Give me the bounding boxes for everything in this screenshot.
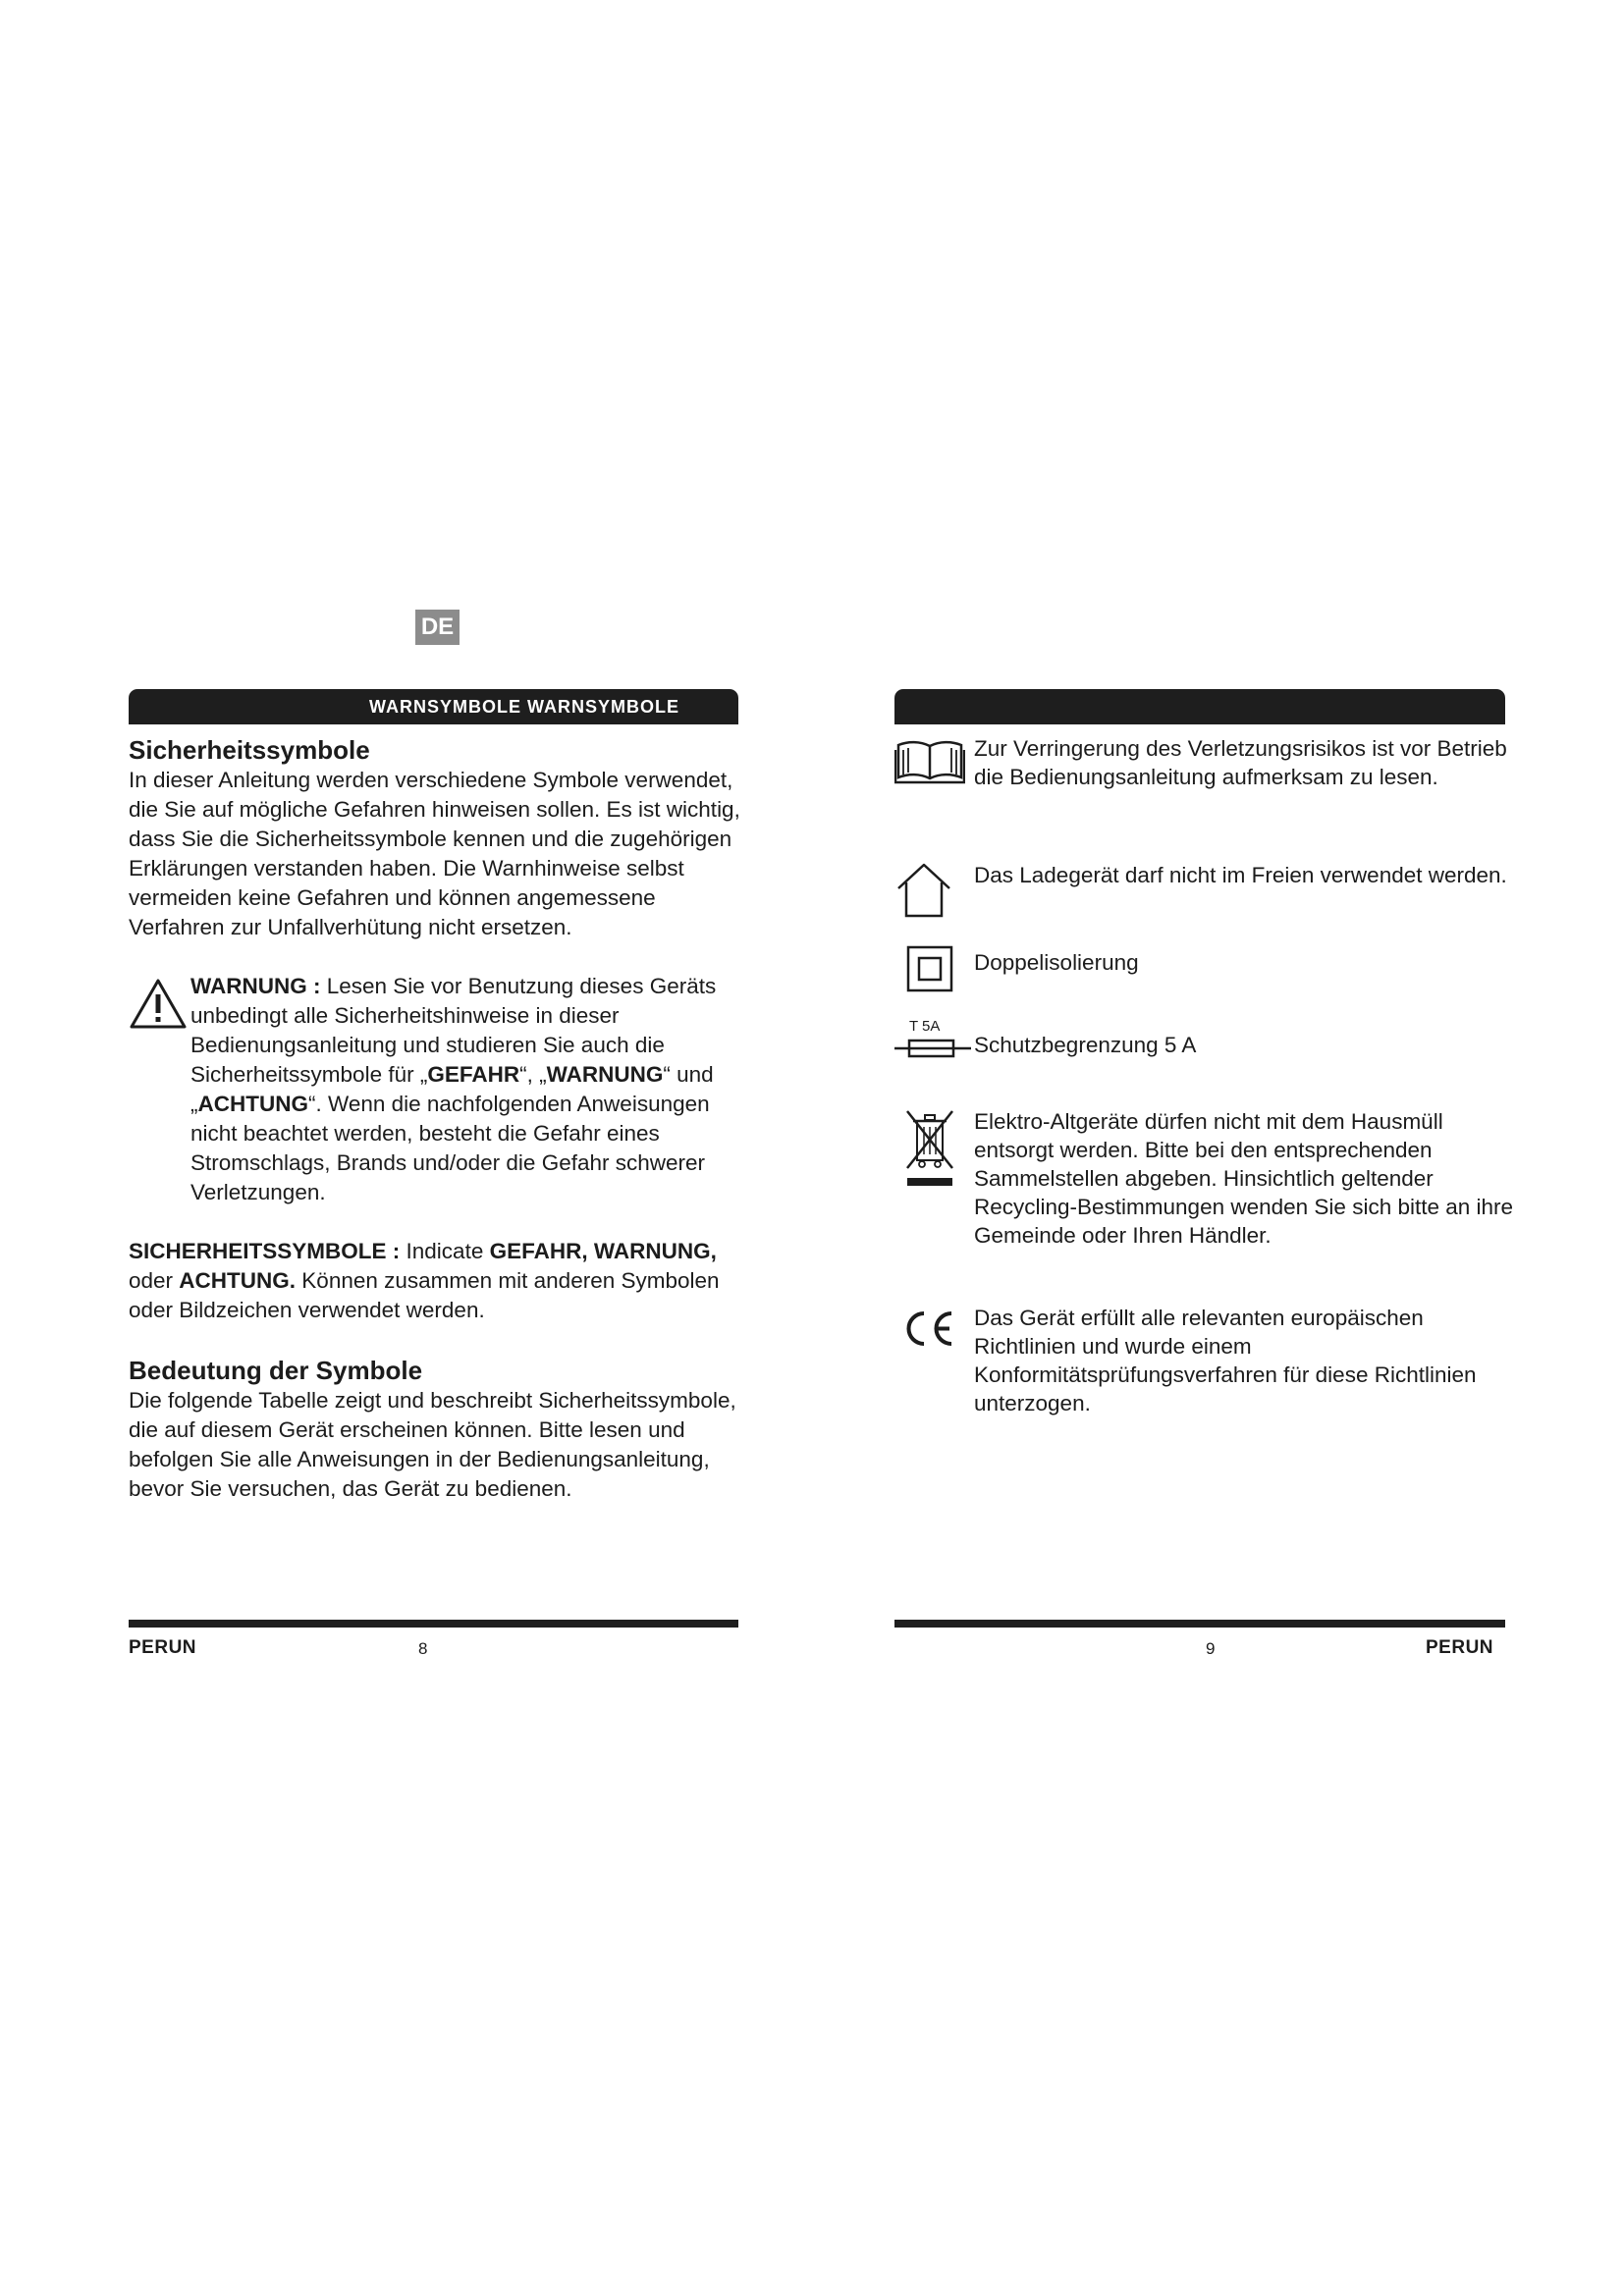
symbol-row-double-insulation [894, 948, 1523, 1031]
symbol-row-fuse [894, 1018, 1523, 1107]
symbol-text-indoor: Das Ladegerät darf nicht im Freien verwendet werden. [974, 863, 1507, 887]
section-body-sicherheitssymbole: In dieser Anleitung werden verschiedene Symbole verwendet, die Sie auf mögliche Gefahren hinweisen sollen. Es ist wichtig, dass Sie die Sicherheitssymbole kennen und die zugehörigen Erklärungen verstanden haben. Die Warnhinweise selbst vermeiden keine Gefahren und können angemessene Verfahren zur Unfallverhütung nicht ersetzen. [129, 768, 740, 939]
section-title-bedeutung: Bedeutung der Symbole [129, 1356, 423, 1385]
warning-triangle-icon [129, 978, 188, 1031]
right-page-content [894, 734, 1523, 1417]
warning-label: WARNUNG : [190, 974, 321, 998]
symbol-text-ce: Das Gerät erfüllt alle relevanten europäischen Richtlinien und wurde einem Konformitätsprüfungsverfahren für diese Richtlinien unterzogen. [974, 1306, 1477, 1415]
section-title-sicherheitssymbole: Sicherheitssymbole [129, 735, 370, 765]
left-page-content [129, 734, 747, 1504]
manual-book-icon [894, 738, 965, 785]
safety-symbols-paragraph: SICHERHEITSSYMBOLE : Indicate GEFAHR, WARNUNG, oder ACHTUNG. Können zusammen mit anderen Symbolen oder Bildzeichen verwendet werden. [129, 1239, 720, 1322]
fuse-label: T 5A [909, 1018, 941, 1035]
symbol-row-manual [894, 734, 1523, 861]
symbol-text-fuse-label: Schutzbegrenzung 5 A [974, 1033, 1197, 1057]
weee-bin-icon [903, 1107, 956, 1190]
fuse-icon [894, 1037, 971, 1060]
ce-mark-icon [900, 1309, 956, 1348]
symbol-text-manual: Zur Verringerung des Verletzungsrisikos ist vor Betrieb die Bedienungsanleitung aufmerksam zu lesen. [974, 736, 1507, 789]
left-header-bar [129, 689, 738, 724]
symbol-text-double-insulation: Doppelisolierung [974, 950, 1139, 975]
right-header-bar [894, 689, 1505, 724]
warning-block [129, 972, 747, 1207]
double-insulation-icon [906, 945, 953, 992]
indoor-house-icon [894, 861, 953, 920]
language-badge: DE [415, 610, 460, 645]
left-header-title: WARNSYMBOLE WARNSYMBOLE [368, 697, 679, 717]
left-page-number: 8 [418, 1639, 428, 1658]
left-brand-logo: PERUN [129, 1637, 197, 1658]
warning-text: WARNUNG : Lesen Sie vor Benutzung dieses Geräts unbedingt alle Sicherheitshinweise in dieser Bedienungsanleitung und studieren Sie auch die Sicherheitssymbole für „GEFAHR“, „WARNUNG“ und „ACHTUNG“. Wenn die nachfolgenden Anweisungen nicht beachtet werden, besteht die Gefahr eines Stromschlags, Brands und/oder die Gefahr schwerer Verletzungen. [190, 974, 717, 1204]
left-footer-line [129, 1620, 738, 1628]
right-page-number: 9 [1206, 1639, 1216, 1658]
symbol-text-weee: Elektro-Altgeräte dürfen nicht mit dem Hausmüll entsorgt werden. Bitte bei den entsprechenden Sammelstellen abgeben. Hinsichtlich geltender Recycling-Bestimmungen wenden Sie sich bitte an ihre Gemeinde oder Ihren Händler. [974, 1109, 1514, 1248]
symbol-row-indoor [894, 861, 1523, 948]
right-brand-logo: PERUN [1426, 1637, 1494, 1658]
symbol-row-ce [894, 1304, 1523, 1417]
right-footer-line [894, 1620, 1505, 1628]
section-body-bedeutung: Die folgende Tabelle zeigt und beschreibt Sicherheitssymbole, die auf diesem Gerät erscheinen können. Bitte lesen und befolgen Sie alle Anweisungen in der Bedienungsanleitung, bevor Sie versuchen, das Gerät zu bedienen. [129, 1388, 736, 1501]
symbol-row-weee [894, 1107, 1523, 1304]
